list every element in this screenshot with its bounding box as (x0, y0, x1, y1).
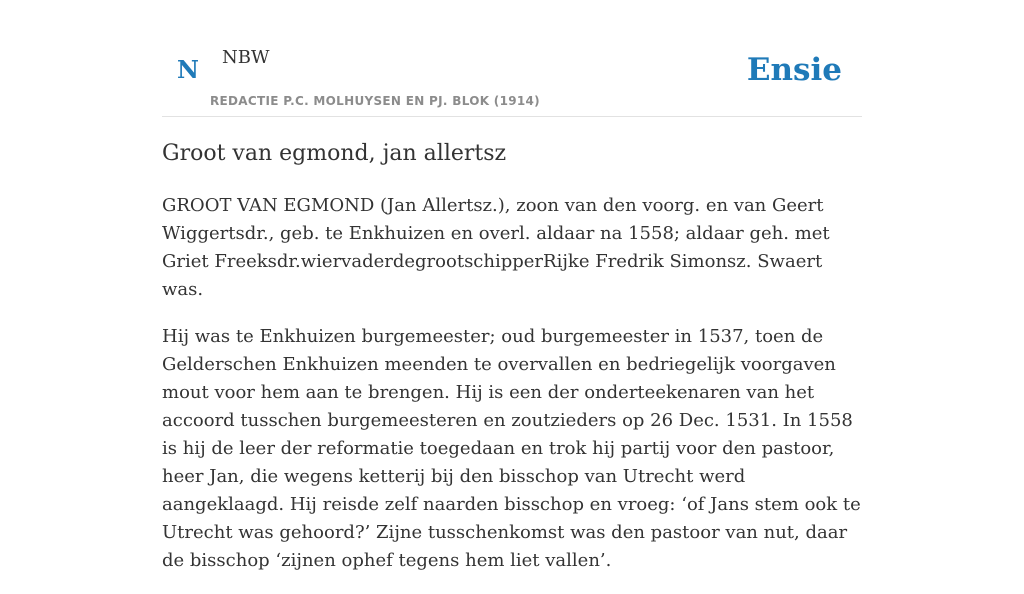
article-paragraph: GROOT VAN EGMOND (Jan Allertsz.), zoon van den voorg. en van Geert Wiggertsdr., geb. te Enkhuizen en overl. aldaar na 1558; aldaar geh. met Griet Freeksdr.wiervaderdegrootschipperRijke Fredrik Simonsz. Swaert was. (162, 195, 830, 300)
article-title: Groot van egmond, jan allertsz (162, 141, 507, 166)
source-subtitle: REDACTIE P.C. MOLHUYSEN EN PJ. BLOK (1914) (210, 94, 540, 108)
source-name: NBW (222, 47, 270, 68)
header (162, 0, 862, 117)
article-paragraph: Hij was te Enkhuizen burgemeester; oud burgemeester in 1537, toen de Gelderschen Enkhuizen meenden te overvallen en bedriegelijk voorgaven mout voor hem aan te brengen. Hij is een der onderteekenaren van het accoord tusschen burgemeesteren en zoutzieders op 26 Dec. 1531. In 1558 is hij de leer der reformatie toegedaan en trok hij partij voor den pastoor, heer Jan, die wegens ketterij bij den bisschop van Utrecht werd aangeklaagd. Hij reisde zelf naarden bisschop en vroeg: ‘of Jans stem ook te Utrecht was gehoord?’ Zijne tusschenkomst was den pastoor van nut, daar de bisschop ‘zijnen ophef tegens hem liet vallen’. (162, 326, 861, 571)
brand-logo-link[interactable]: Ensie (746, 52, 842, 88)
source-logo-link[interactable]: N (177, 55, 199, 84)
article-body (162, 192, 862, 594)
